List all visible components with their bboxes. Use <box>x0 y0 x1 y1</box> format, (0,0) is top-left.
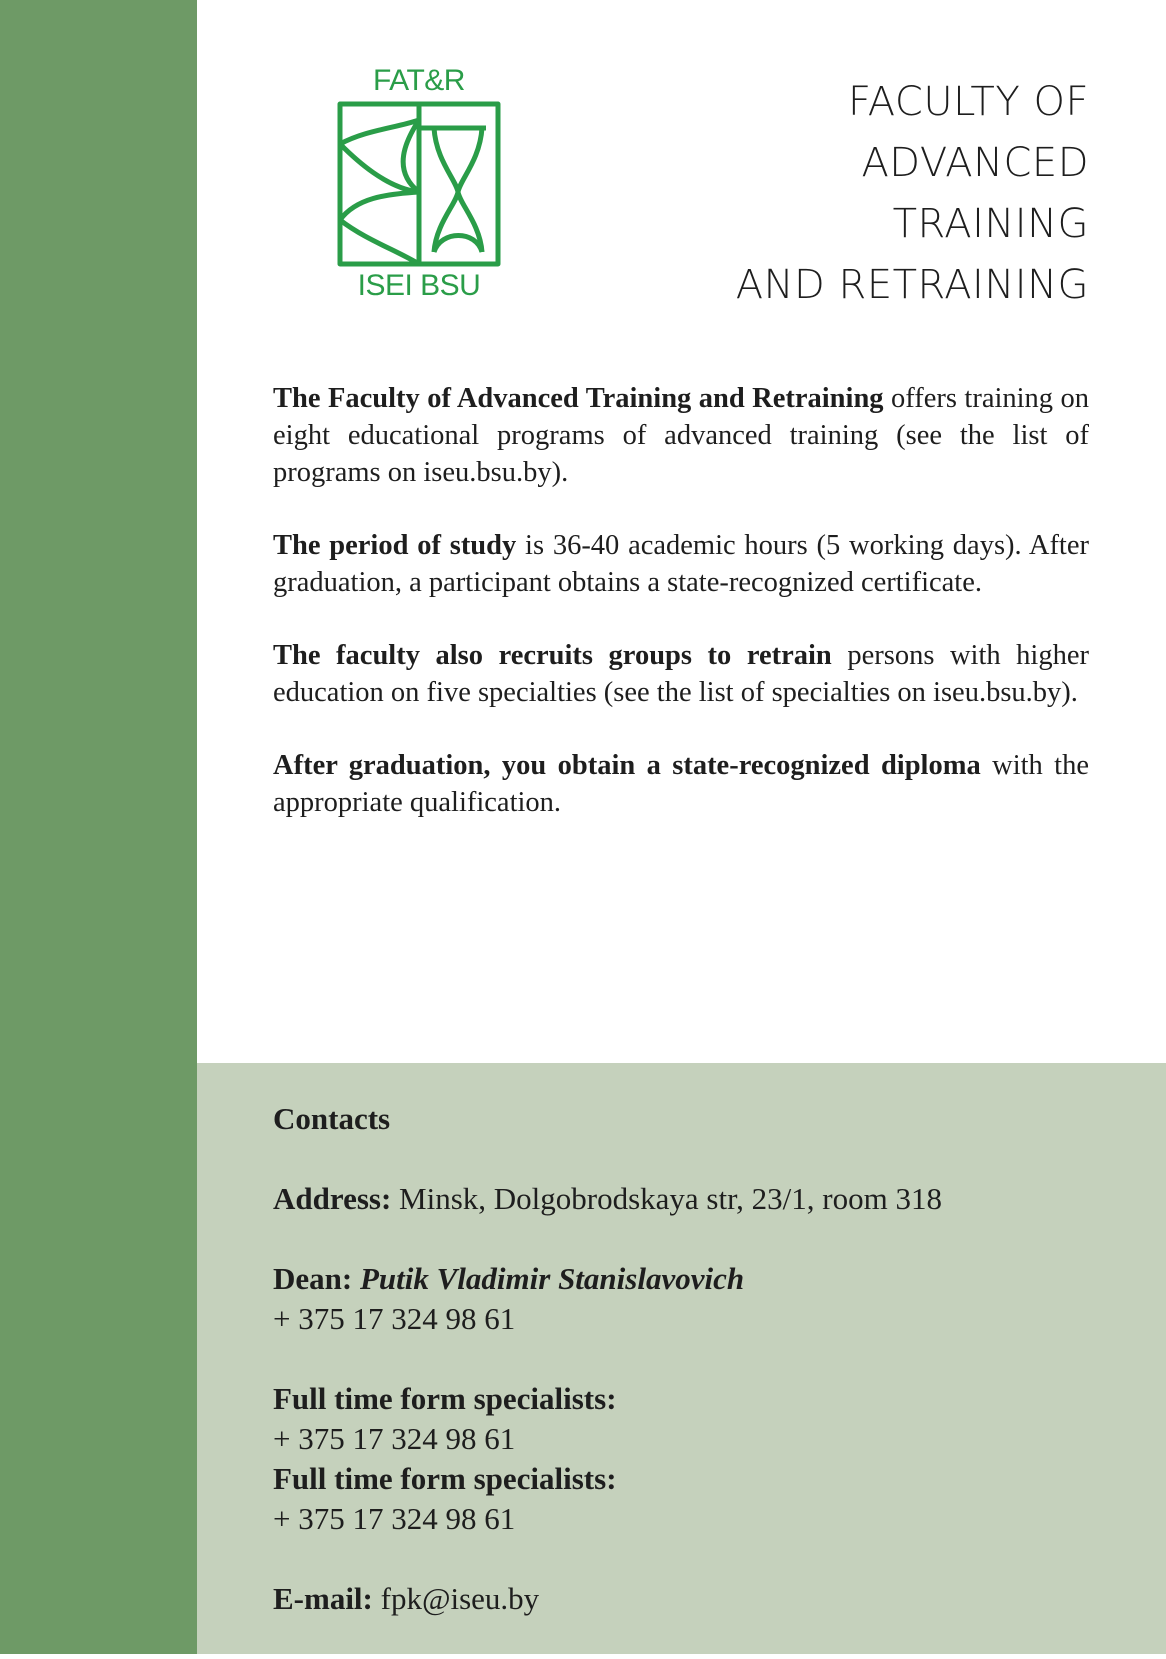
email-label: E-mail: <box>273 1581 373 1616</box>
title-line-4: AND RETRAINING <box>735 262 1089 308</box>
specialists-phone-1: + 375 17 324 98 61 <box>273 1421 516 1456</box>
title-line-3: TRAINING <box>892 201 1089 247</box>
paragraph-period-text: is 36-40 academic hours (5 working days). After graduation, a participant obtains a state-recognized certificate. <box>273 530 1089 598</box>
logo-bottom-text: ISEI BSU <box>357 269 481 302</box>
logo-emblem-icon <box>336 100 502 268</box>
specialists-label-1: Full time form specialists: <box>273 1381 617 1416</box>
paragraph-programs-bold: The Faculty of Advanced Training and Retraining <box>273 383 884 414</box>
logo-top-text: FAT&R <box>373 64 465 97</box>
contact-specialists <box>273 1379 1093 1539</box>
dean-label: Dean: <box>273 1261 353 1296</box>
contact-email <box>273 1579 1093 1619</box>
dean-phone: + 375 17 324 98 61 <box>273 1301 516 1336</box>
page-title <box>669 72 1089 316</box>
address-value: Minsk, Dolgobrodskaya str, 23/1, room 318 <box>391 1181 942 1216</box>
paragraph-period <box>273 527 1089 601</box>
paragraph-diploma-bold: After graduation, you obtain a state-recognized diploma <box>273 750 981 781</box>
contact-dean <box>273 1259 1093 1339</box>
paragraph-programs <box>273 380 1089 491</box>
contacts-heading: Contacts <box>273 1101 391 1136</box>
paragraph-retrain-text: persons with higher education on five specialties (see the list of specialties on iseu.bsu.by). <box>273 640 1089 708</box>
title-line-2: ADVANCED <box>861 140 1089 186</box>
paragraph-diploma-text: with the appropriate qualification. <box>273 750 1089 818</box>
email-value: fpk@iseu.by <box>372 1581 540 1616</box>
dean-name: Putik Vladimir Stanislavovich <box>352 1261 745 1296</box>
address-label: Address: <box>273 1181 392 1216</box>
side-color-strip <box>0 0 197 1654</box>
paragraph-diploma <box>273 747 1089 821</box>
contacts-section <box>273 1099 1093 1659</box>
paragraph-period-bold: The period of study <box>273 530 517 561</box>
specialists-phone-2: + 375 17 324 98 61 <box>273 1501 516 1536</box>
intro-text <box>273 380 1089 857</box>
dean-line <box>273 1259 1093 1299</box>
title-line-1: FACULTY OF <box>847 79 1089 125</box>
paragraph-retrain <box>273 637 1089 711</box>
specialists-label-2: Full time form specialists: <box>273 1461 617 1496</box>
contact-address <box>273 1179 1093 1219</box>
paragraph-programs-text: offers training on eight educational programs of advanced training (see the list of programs on iseu.bsu.by). <box>273 383 1090 488</box>
faculty-logo <box>336 64 502 304</box>
paragraph-retrain-bold: The faculty also recruits groups to retrain <box>273 640 832 671</box>
